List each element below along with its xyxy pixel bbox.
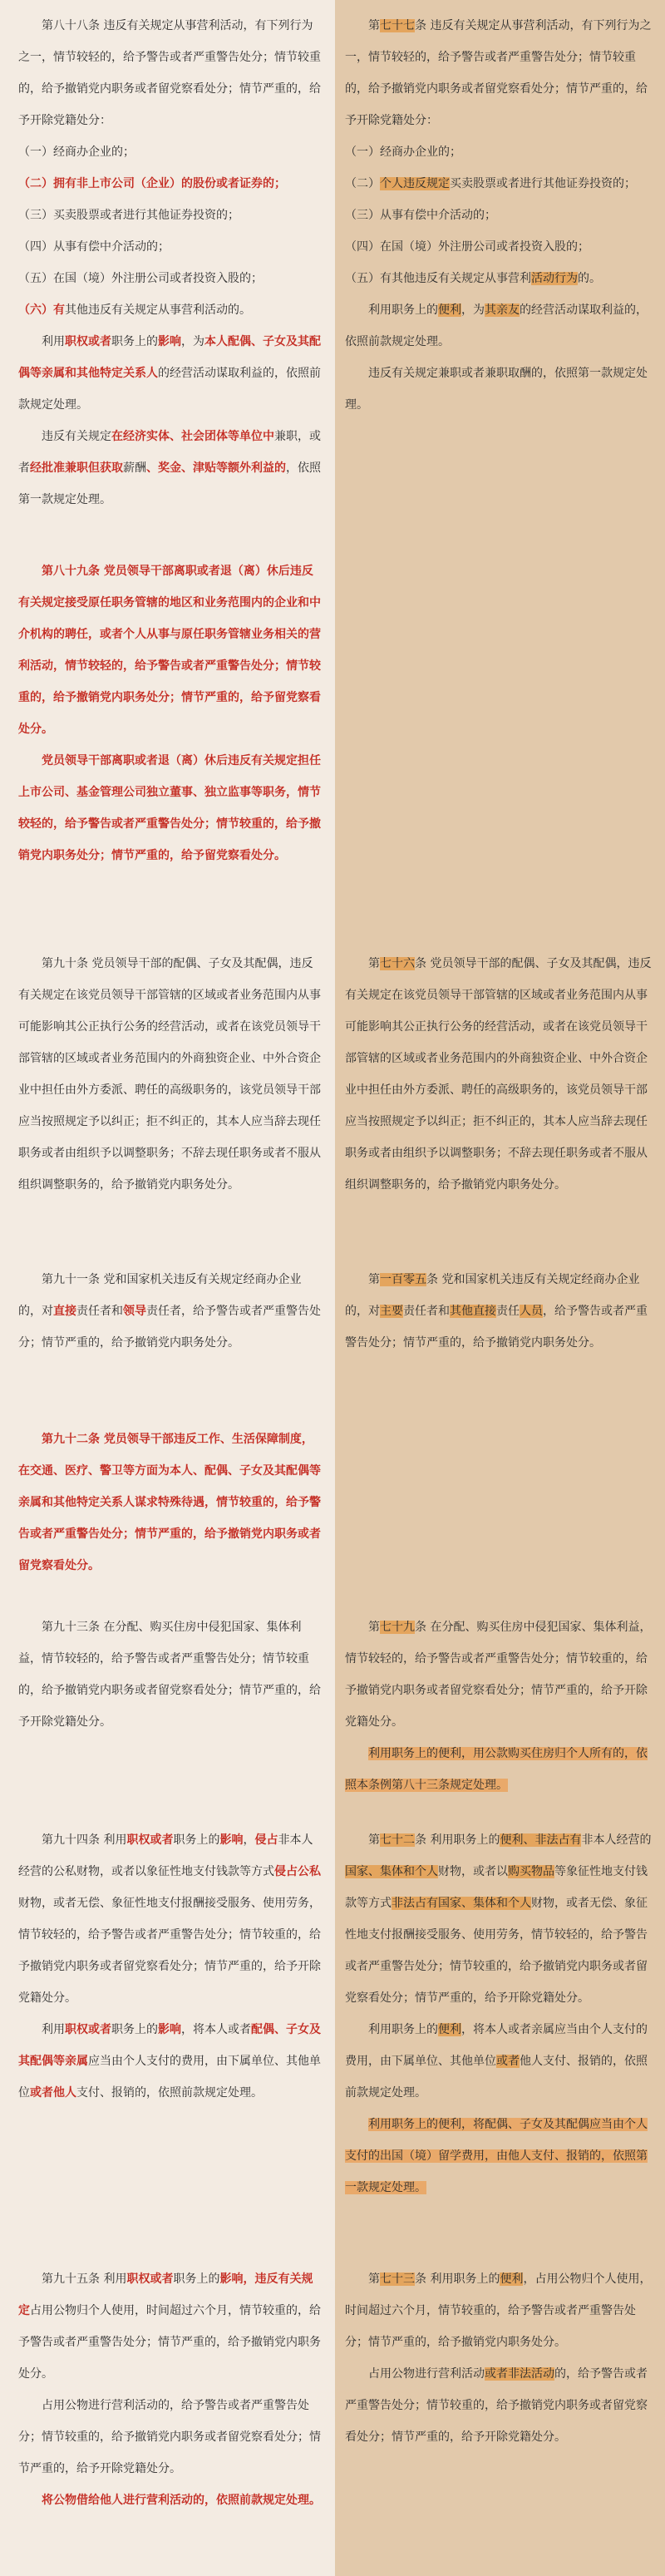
article-95-para-2: 占用公物进行营利活动的，给予警告或者严重警告处分；情节较重的，给予撤销党内职务或者留党察看处分；情节严重的，给予开除党籍处分。: [18, 2399, 321, 2475]
article-77-item-3: （三）从事有偿中介活动的；: [345, 209, 496, 222]
article-94-para-2: 利用职权或者职务上的影响，将本人或者配偶、子女及其配偶等亲属应当由个人支付的费用，由下属单位、其他单位或者他人支付、报销的，依照前款规定处理。: [18, 2023, 321, 2100]
article-95: [18, 2263, 321, 2516]
article-76-para-1: 第七十六条 党员领导干部的配偶、子女及其配偶，违反有关规定在该党员领导干部管辖的区域或者业务范围内从事可能影响其公正执行公务的经营活动，或者在该党员领导干部管辖的区域或者业务范围内的外商独资企业、中外合资企业中担任由外方委派、聘任的高级职务的，该党员领导干部应当按照规定予以纠正；拒不纠正的，其本人应当辞去现任职务或者由组织予以调整职务；不辞去现任职务或者不服从组织调整职务的，给予撤销党内职务处分。: [345, 957, 652, 1192]
article-77-item-5: （五）有其他违反有关规定从事营利活动行为的。: [345, 272, 601, 285]
article-77-para-1: 第七十七条 违反有关规定从事营利活动，有下列行为之一，情节较轻的，给予警告或者严重警告处分；情节较重的，给予撤销党内职务或者留党察看处分；情节严重的，给予开除党籍处分：: [345, 19, 652, 127]
article-79-para-1: 第七十九条 在分配、购买住房中侵犯国家、集体利益，情节较轻的，给予警告或者严重警告处分；情节较重的，给予撤销党内职务或者留党察看处分；情节严重的，给予开除党籍处分。: [345, 1621, 652, 1729]
article-90: [18, 948, 321, 1201]
article-91: [18, 1264, 321, 1359]
article-94-para-1: 第九十四条 利用职权或者职务上的影响，侵占非本人经营的公私财物，或者以象征性地支付钱款等方式侵占公私财物，或者无偿、象征性地支付报酬接受服务、使用劳务，情节较轻的，给予警告或者严重警告处分；情节较重的，给予撤销党内职务或者留党察看处分；情节严重的，给予开除党籍处分。: [18, 1833, 321, 2005]
article-88: [18, 10, 321, 516]
article-92-para-1: 第九十二条 党员领导干部违反工作、生活保障制度，在交通、医疗、警卫等方面为本人、配偶、子女及其配偶等亲属和其他特定关系人谋求特殊待遇，情节较重的，给予警告或者严重警告处分；情节严重的，给予撤销党内职务或者留党察看处分。: [18, 1433, 321, 1572]
article-90-para-1: 第九十条 党员领导干部的配偶、子女及其配偶，违反有关规定在该党员领导干部管辖的区域或者业务范围内从事可能影响其公正执行公务的经营活动，或者在该党员领导干部管辖的区域或者业务范围内的外商独资企业、中外合资企业中担任由外方委派、聘任的高级职务的，该党员领导干部应当按照规定予以纠正；拒不纠正的，其本人应当辞去现任职务或者由组织予以调整职务；不辞去现任职务或者不服从组织调整职务的，给予撤销党内职务处分。: [18, 957, 321, 1192]
article-94: [18, 1824, 321, 2109]
article-93: [18, 1611, 321, 1738]
article-88-item-5: （五）在国（境）外注册公司或者投资入股的；: [18, 272, 263, 285]
article-73-para-1: 第七十三条 利用职务上的便利，占用公物归个人使用，时间超过六个月，情节较重的，给予警告或者严重警告处分；情节严重的，给予撤销党内职务处分。: [345, 2273, 652, 2349]
article-79: [345, 1611, 658, 1801]
article-88-para-2: 利用职权或者职务上的影响，为本人配偶、子女及其配偶等亲属和其他特定关系人的经营活动谋取利益的，依照前款规定处理。: [18, 335, 321, 412]
article-88-para-3: 违反有关规定在经济实体、社会团体等单位中兼职，或者经批准兼职但获取薪酬、奖金、津贴等额外利益的，依照第一款规定处理。: [18, 430, 321, 506]
article-72-para-1: 第七十二条 利用职务上的便利、非法占有非本人经营的国家、集体和个人财物，或者以购买物品等象征性地支付钱款等方式非法占有国家、集体和个人财物，或者无偿、象征性地支付报酬接受服务、使用劳务，情节较轻的，给予警告或者严重警告处分；情节较重的，给予撤销党内职务或者留党察看处分；情节严重的，给予开除党籍处分。: [345, 1833, 652, 2005]
article-88-item-3: （三）买卖股票或者进行其他证券投资的；: [18, 209, 239, 222]
article-105: [345, 1264, 658, 1359]
article-72-para-2: 利用职务上的便利，将本人或者亲属应当由个人支付的费用，由下属单位、其他单位或者他人支付、报销的，依照前款规定处理。: [345, 2023, 648, 2100]
article-91-para-1: 第九十一条 党和国家机关违反有关规定经商办企业的，对直接责任者和领导责任者，给予警告或者严重警告处分；情节严重的，给予撤销党内职务处分。: [18, 1273, 321, 1350]
article-95-para-1: 第九十五条 利用职权或者职务上的影响，违反有关规定占用公物归个人使用，时间超过六个月，情节较重的，给予警告或者严重警告处分；情节严重的，给予撤销党内职务处分。: [18, 2273, 321, 2381]
article-88-item-2: （二）拥有非上市公司（企业）的股份或者证券的；: [18, 177, 286, 190]
article-105-para-1: 第一百零五条 党和国家机关违反有关规定经商办企业的，对主要责任者和其他直接责任人员，给予警告或者严重警告处分；情节严重的，给予撤销党内职务处分。: [345, 1273, 648, 1350]
article-88-item-6: （六）有其他违反有关规定从事营利活动的。: [18, 303, 251, 317]
article-79-para-2: 利用职务上的便利，用公款购买住房归个人所有的，依照本条例第八十三条规定处理。: [345, 1747, 648, 1792]
article-77-para-3: 违反有关规定兼职或者兼职取酬的，依照第一款规定处理。: [345, 367, 648, 412]
article-95-para-3: 将公物借给他人进行营利活动的，依照前款规定处理。: [42, 2494, 321, 2507]
article-88-item-4: （四）从事有偿中介活动的；: [18, 240, 170, 254]
article-76: [345, 948, 658, 1201]
article-77-item-2: （二）个人违反规定买卖股票或者进行其他证券投资的；: [345, 177, 636, 190]
article-88-item-1: （一）经商办企业的；: [18, 146, 135, 159]
article-89-para-1: 第八十九条 党员领导干部离职或者退（离）休后违反有关规定接受原任职务管辖的地区和业务范围内的企业和中介机构的聘任，或者个人从事与原任职务管辖业务相关的营利活动，情节较轻的，给予警告或者严重警告处分；情节较重的，给予撤销党内职务处分；情节严重的，给予留党察看处分。: [18, 565, 321, 736]
article-77-item-4: （四）在国（境）外注册公司或者投资入股的；: [345, 240, 589, 254]
article-93-para-1: 第九十三条 在分配、购买住房中侵犯国家、集体利益，情节较轻的，给予警告或者严重警告处分；情节较重的，给予撤销党内职务或者留党察看处分；情节严重的，给予开除党籍处分。: [18, 1621, 321, 1729]
article-89: [18, 555, 321, 871]
article-73: [345, 2263, 658, 2453]
article-92: [18, 1424, 321, 1582]
article-73-para-2: 占用公物进行营利活动或者非法活动的，给予警告或者严重警告处分；情节较重的，给予撤销党内职务或者留党察看处分；情节严重的，给予开除党籍处分。: [345, 2367, 648, 2444]
article-72: [345, 1824, 658, 2203]
article-77-para-2: 利用职务上的便利，为其亲友的经营活动谋取利益的，依照前款规定处理。: [345, 303, 648, 348]
article-77: [345, 10, 658, 421]
article-88-para-1: 第八十八条 违反有关规定从事营利活动，有下列行为之一，情节较轻的，给予警告或者严重警告处分；情节较重的，给予撤销党内职务或者留党察看处分；情节严重的，给予开除党籍处分：: [18, 19, 321, 127]
right-column-old-regulation: [335, 0, 665, 2576]
article-72-para-3: 利用职务上的便利，将配偶、子女及其配偶应当由个人支付的出国（境）留学费用，由他人支付、报销的，依照第一款规定处理。: [345, 2118, 648, 2194]
article-77-item-1: （一）经商办企业的；: [345, 146, 461, 159]
article-89-para-2: 党员领导干部离职或者退（离）休后违反有关规定担任上市公司、基金管理公司独立董事、独立监事等职务，情节较轻的，给予警告或者严重警告处分；情节较重的，给予撤销党内职务处分；情节严重的，给予留党察看处分。: [18, 754, 321, 862]
